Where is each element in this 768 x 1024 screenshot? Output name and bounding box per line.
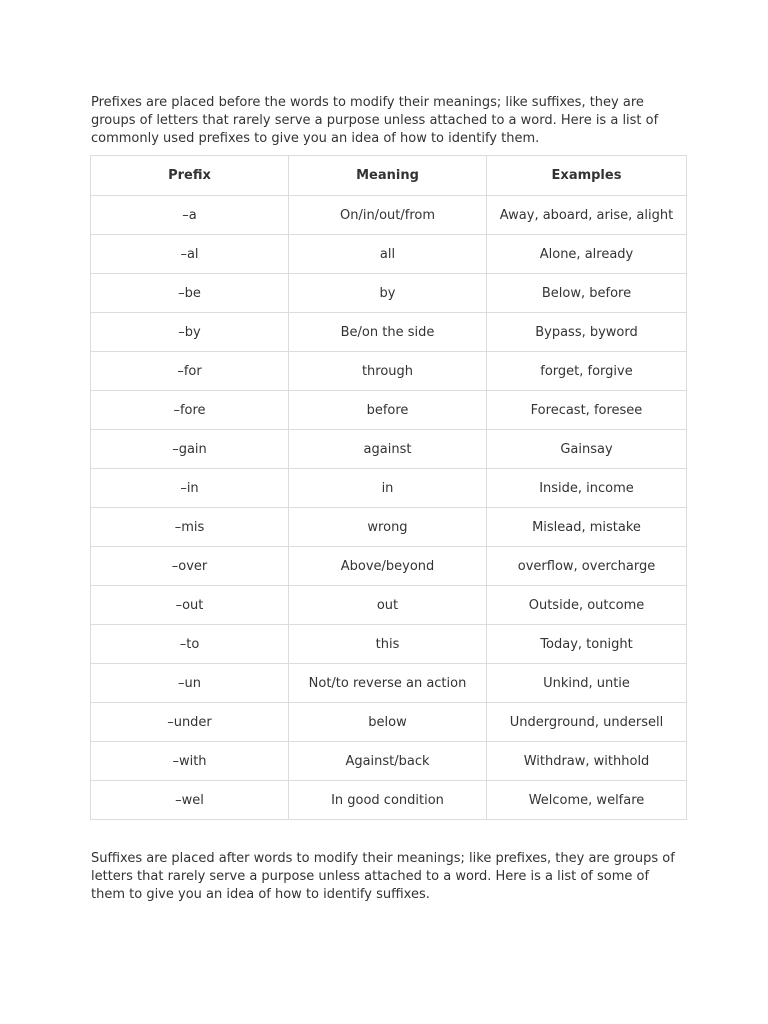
table-row: [91, 235, 687, 274]
table-row: [91, 469, 687, 508]
prefix-cell: –a: [91, 196, 289, 235]
prefix-cell: –al: [91, 235, 289, 274]
table-row: [91, 781, 687, 820]
prefix-cell: –for: [91, 352, 289, 391]
meaning-cell: through: [289, 352, 487, 391]
meaning-cell: against: [289, 430, 487, 469]
meaning-cell: in: [289, 469, 487, 508]
meaning-cell: Not/to reverse an action: [289, 664, 487, 703]
examples-cell: Today, tonight: [487, 625, 687, 664]
meaning-cell: below: [289, 703, 487, 742]
table-header-row: [91, 156, 687, 196]
prefix-table: [90, 155, 687, 820]
meaning-cell: In good condition: [289, 781, 487, 820]
examples-cell: Withdraw, withhold: [487, 742, 687, 781]
table-row: [91, 430, 687, 469]
meaning-cell: all: [289, 235, 487, 274]
meaning-cell: by: [289, 274, 487, 313]
prefix-cell: –un: [91, 664, 289, 703]
meaning-cell: this: [289, 625, 487, 664]
examples-cell: overflow, overcharge: [487, 547, 687, 586]
table-row: [91, 196, 687, 235]
prefix-cell: –by: [91, 313, 289, 352]
prefix-cell: –fore: [91, 391, 289, 430]
prefix-cell: –over: [91, 547, 289, 586]
examples-cell: Unkind, untie: [487, 664, 687, 703]
table-row: [91, 586, 687, 625]
table-row: [91, 664, 687, 703]
prefix-cell: –under: [91, 703, 289, 742]
table-row: [91, 352, 687, 391]
table-row: [91, 508, 687, 547]
meaning-cell: out: [289, 586, 487, 625]
examples-cell: Underground, undersell: [487, 703, 687, 742]
prefix-cell: –wel: [91, 781, 289, 820]
prefix-cell: –gain: [91, 430, 289, 469]
intro-paragraph: Prefixes are placed before the words to modify their meanings; like suffixes, they are groups of letters that rarely serve a purpose unless attached to a word. Here is a list of commonly used prefixes to give you an idea of how to identify them.: [91, 95, 659, 146]
meaning-cell: Be/on the side: [289, 313, 487, 352]
examples-cell: Bypass, byword: [487, 313, 687, 352]
prefix-cell: –out: [91, 586, 289, 625]
examples-cell: Outside, outcome: [487, 586, 687, 625]
header-prefix: Prefix: [91, 156, 289, 196]
meaning-cell: wrong: [289, 508, 487, 547]
prefix-cell: –in: [91, 469, 289, 508]
table-row: [91, 742, 687, 781]
examples-cell: Below, before: [487, 274, 687, 313]
meaning-cell: before: [289, 391, 487, 430]
examples-cell: Inside, income: [487, 469, 687, 508]
examples-cell: Welcome, welfare: [487, 781, 687, 820]
examples-cell: Mislead, mistake: [487, 508, 687, 547]
table-row: [91, 274, 687, 313]
table-row: [91, 703, 687, 742]
prefix-cell: –be: [91, 274, 289, 313]
examples-cell: Forecast, foresee: [487, 391, 687, 430]
table-row: [91, 547, 687, 586]
table-row: [91, 625, 687, 664]
examples-cell: Gainsay: [487, 430, 687, 469]
meaning-cell: On/in/out/from: [289, 196, 487, 235]
prefix-table-container: [90, 155, 686, 820]
prefix-cell: –with: [91, 742, 289, 781]
header-examples: Examples: [487, 156, 687, 196]
examples-cell: forget, forgive: [487, 352, 687, 391]
table-row: [91, 391, 687, 430]
examples-cell: Away, aboard, arise, alight: [487, 196, 687, 235]
prefix-cell: –to: [91, 625, 289, 664]
examples-cell: Alone, already: [487, 235, 687, 274]
table-row: [91, 313, 687, 352]
meaning-cell: Above/beyond: [289, 547, 487, 586]
header-meaning: Meaning: [289, 156, 487, 196]
meaning-cell: Against/back: [289, 742, 487, 781]
prefix-cell: –mis: [91, 508, 289, 547]
outro-paragraph: Suffixes are placed after words to modify their meanings; like prefixes, they are groups of letters that rarely serve a purpose unless attached to a word. Here is a list of some of them to give you an idea of how to identify suffixes.: [91, 851, 675, 902]
